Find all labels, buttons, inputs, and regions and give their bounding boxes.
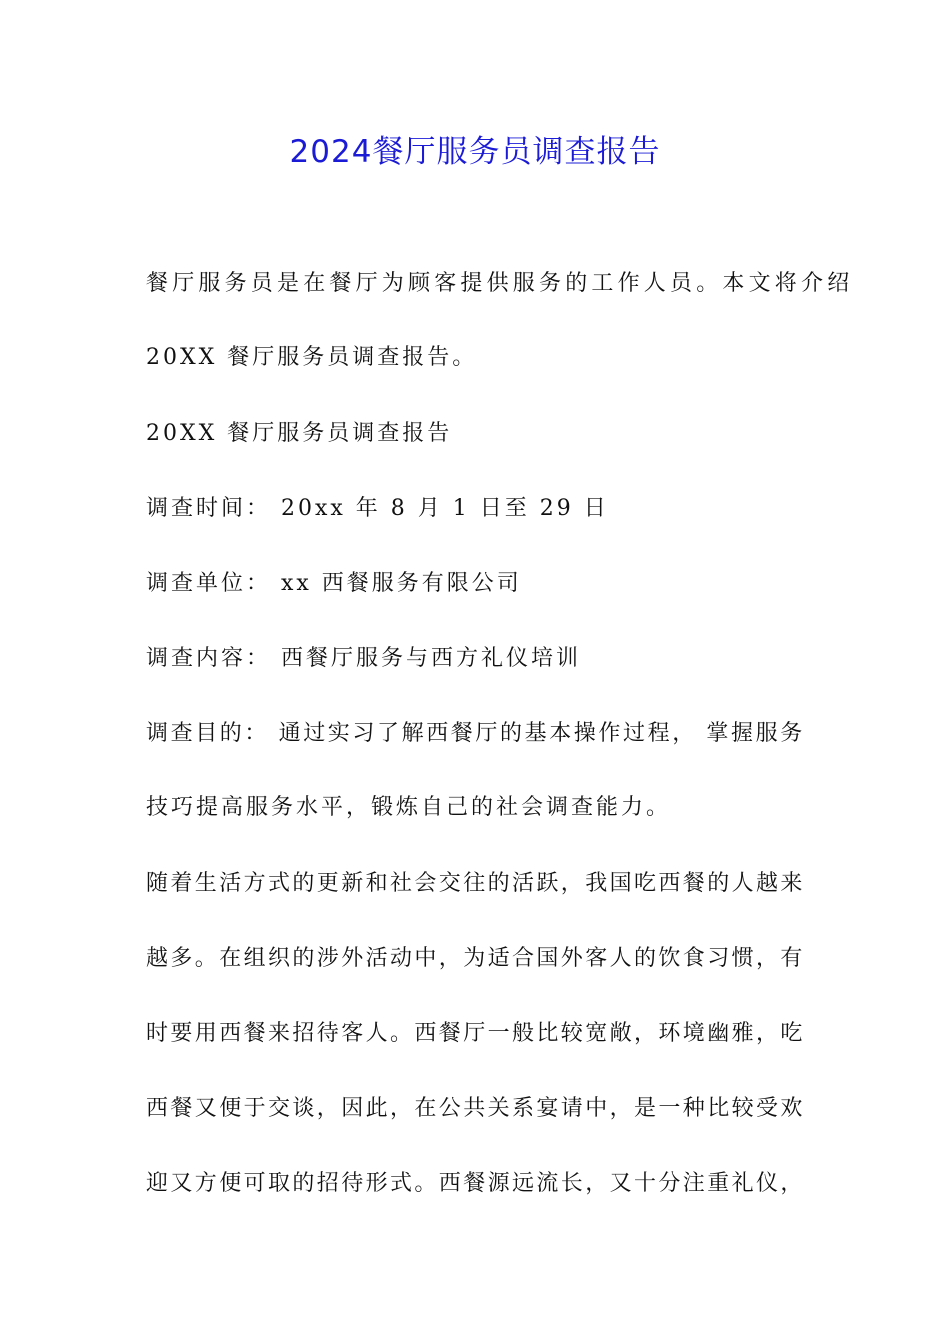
paragraph-line: 餐厅服务员是在餐厅为顾客提供服务的工作人员。本文将介绍	[146, 271, 854, 296]
survey-time-line: 调查时间： 20xx 年 8 月 1 日至 29 日	[146, 496, 609, 521]
paragraph-line: 西餐又便于交谈，因此，在公共关系宴请中，是一种比较受欢	[146, 1096, 805, 1121]
survey-purpose-line: 调查目的： 通过实习了解西餐厅的基本操作过程， 掌握服务	[146, 721, 805, 746]
paragraph-line: 越多。在组织的涉外活动中，为适合国外客人的饮食习惯，有	[146, 946, 805, 971]
paragraph-line: 时要用西餐来招待客人。西餐厅一般比较宽敞，环境幽雅，吃	[146, 1021, 805, 1046]
paragraph-line: 20XX 餐厅服务员调查报告。	[146, 345, 478, 370]
paragraph-line: 技巧提高服务水平，锻炼自己的社会调查能力。	[146, 795, 672, 820]
paragraph-line: 随着生活方式的更新和社会交往的活跃，我国吃西餐的人越来	[146, 871, 805, 896]
survey-content-line: 调查内容： 西餐厅服务与西方礼仪培训	[146, 646, 581, 671]
document-title: 2024餐厅服务员调查报告	[289, 134, 661, 170]
paragraph-line: 迎又方便可取的招待形式。西餐源远流长，又十分注重礼仪，	[146, 1171, 805, 1196]
survey-unit-line: 调查单位： xx 西餐服务有限公司	[146, 571, 522, 596]
section-heading: 20XX 餐厅服务员调查报告	[146, 421, 453, 446]
